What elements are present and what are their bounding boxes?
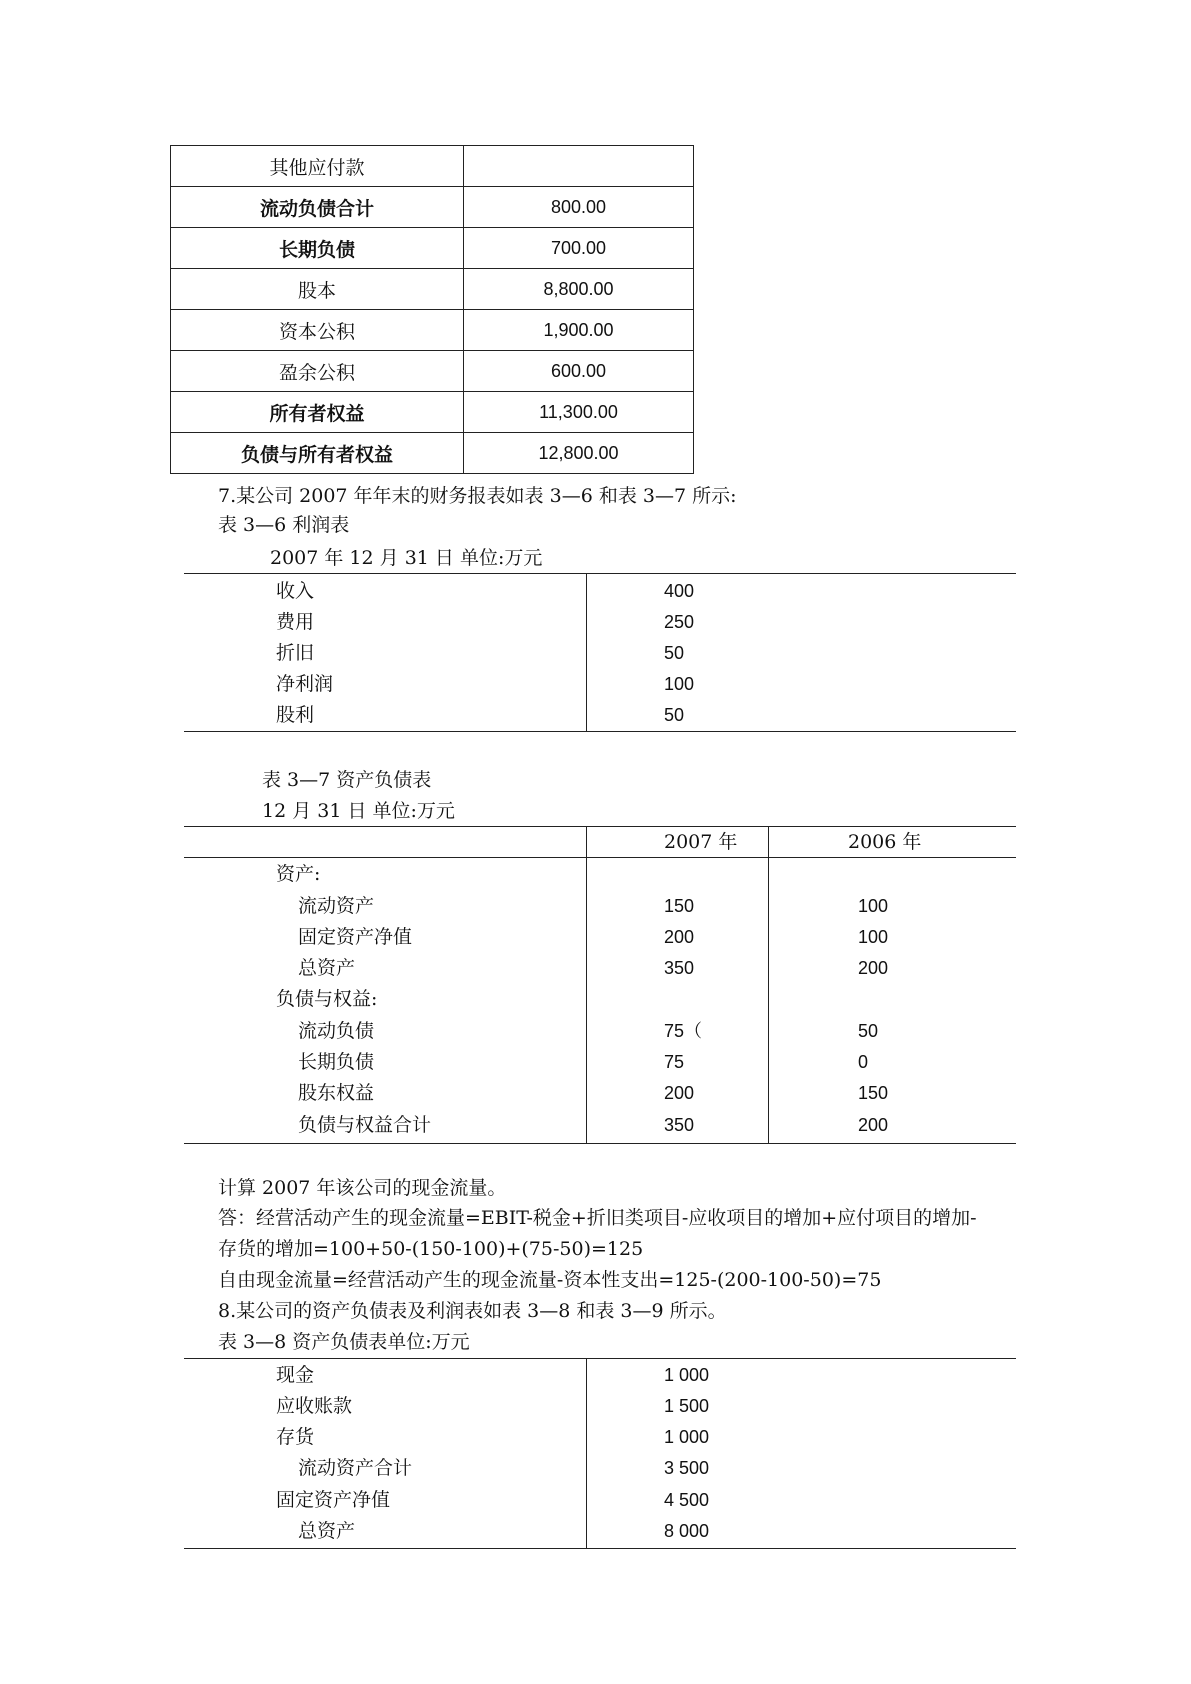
- table-row: [171, 392, 694, 433]
- row-label: 流动资产: [298, 895, 375, 917]
- row-value: 250: [664, 612, 695, 632]
- row-label: 总资产: [298, 957, 356, 979]
- row-value-2007: 200: [664, 1083, 695, 1103]
- row-label: 现金: [276, 1364, 315, 1386]
- q7-answer-line-1: 答：经营活动产生的现金流量=EBIT-税金+折旧类项目-应收项目的增加+应付项目的增加-: [218, 1207, 977, 1229]
- row-value: 800.00: [464, 187, 694, 228]
- table-row: [171, 269, 694, 310]
- table-3-7-subtitle: 12 月 31 日 单位:万元: [262, 800, 455, 822]
- row-label: 存货: [276, 1426, 315, 1448]
- table-top-rule: [184, 573, 1016, 574]
- table-bottom-rule: [184, 1548, 1016, 1549]
- table-3-6-title: 表 3—6 利润表: [218, 514, 350, 536]
- row-label: 资本公积: [171, 310, 464, 351]
- column-header-2007: 2007 年: [664, 831, 738, 853]
- row-value: 3 500: [664, 1458, 710, 1478]
- row-label: 长期负债: [298, 1051, 375, 1073]
- table-top-rule: [184, 1358, 1016, 1359]
- row-value: 1 500: [664, 1396, 710, 1416]
- row-value: 50: [664, 705, 685, 725]
- table-3-6-subtitle: 2007 年 12 月 31 日 单位:万元: [270, 547, 543, 569]
- row-value: 400: [664, 581, 695, 601]
- row-value-2006: 100: [858, 927, 889, 947]
- row-label: 资产:: [276, 863, 321, 885]
- q7-intro: 7.某公司 2007 年年末的财务报表如表 3—6 和表 3—7 所示:: [218, 485, 737, 507]
- column-divider: [586, 1358, 587, 1548]
- row-label: 所有者权益: [171, 392, 464, 433]
- row-label: 流动负债合计: [171, 187, 464, 228]
- q7-question: 计算 2007 年该公司的现金流量。: [218, 1177, 507, 1199]
- row-value: 600.00: [464, 351, 694, 392]
- row-value-2007: 75（: [664, 1021, 703, 1041]
- row-label: 固定资产净值: [298, 926, 413, 948]
- row-label: 流动负债: [298, 1020, 375, 1042]
- row-value: 8 000: [664, 1521, 710, 1541]
- row-value: 50: [664, 643, 685, 663]
- row-value-2006: 100: [858, 896, 889, 916]
- q7-answer-line-3: 自由现金流量=经营活动产生的现金流量-资本性支出=125-(200-100-50)=75: [218, 1269, 882, 1291]
- row-label: 负债与所有者权益: [171, 433, 464, 474]
- row-value: 1 000: [664, 1365, 710, 1385]
- row-value-2007: 75: [664, 1052, 685, 1072]
- row-value-2006: 150: [858, 1083, 889, 1103]
- table-row: [171, 228, 694, 269]
- row-value: 4 500: [664, 1490, 710, 1510]
- table-row: [171, 146, 694, 187]
- row-label: 盈余公积: [171, 351, 464, 392]
- row-value-2007: 350: [664, 958, 695, 978]
- row-label: 其他应付款: [171, 146, 464, 187]
- table-row: [171, 351, 694, 392]
- row-value-2007: 350: [664, 1115, 695, 1135]
- row-value-2006: 0: [858, 1052, 869, 1072]
- row-value: 12,800.00: [464, 433, 694, 474]
- column-divider: [586, 826, 587, 1143]
- row-label: 固定资产净值: [276, 1489, 391, 1511]
- row-label: 股本: [171, 269, 464, 310]
- row-label: 总资产: [298, 1520, 356, 1542]
- row-value: [464, 146, 694, 187]
- row-label: 流动资产合计: [298, 1457, 413, 1479]
- row-value-2006: 50: [858, 1021, 879, 1041]
- row-value: 700.00: [464, 228, 694, 269]
- table-bottom-rule: [184, 731, 1016, 732]
- q7-answer-line-2: 存货的增加=100+50-(150-100)+(75-50)=125: [218, 1238, 644, 1260]
- equity-summary-table: [170, 145, 694, 474]
- row-label: 负债与权益合计: [298, 1114, 432, 1136]
- row-label: 收入: [276, 580, 315, 602]
- row-value-2006: 200: [858, 958, 889, 978]
- row-value-2007: 200: [664, 927, 695, 947]
- row-label: 净利润: [276, 673, 334, 695]
- table-3-7-title: 表 3—7 资产负债表: [262, 769, 432, 791]
- row-value-2007: 150: [664, 896, 695, 916]
- row-value: 1,900.00: [464, 310, 694, 351]
- row-label: 长期负债: [171, 228, 464, 269]
- row-value-2006: 200: [858, 1115, 889, 1135]
- row-label: 负债与权益:: [276, 988, 378, 1010]
- row-label: 应收账款: [276, 1395, 353, 1417]
- table-bottom-rule: [184, 1143, 1016, 1144]
- row-value: 8,800.00: [464, 269, 694, 310]
- row-label: 折旧: [276, 642, 315, 664]
- row-value: 100: [664, 674, 695, 694]
- column-divider: [768, 826, 769, 1143]
- row-value: 11,300.00: [464, 392, 694, 433]
- table-3-8-title: 表 3—8 资产负债表单位:万元: [218, 1331, 470, 1353]
- row-label: 股东权益: [298, 1082, 375, 1104]
- column-divider: [586, 573, 587, 731]
- table-row: [171, 187, 694, 228]
- row-label: 费用: [276, 611, 315, 633]
- table-row: [171, 310, 694, 351]
- row-label: 股利: [276, 704, 315, 726]
- row-value: 1 000: [664, 1427, 710, 1447]
- q8-intro: 8.某公司的资产负债表及利润表如表 3—8 和表 3—9 所示。: [218, 1300, 727, 1322]
- column-header-2006: 2006 年: [848, 831, 922, 853]
- table-row: [171, 433, 694, 474]
- equity-summary-body: [171, 146, 694, 474]
